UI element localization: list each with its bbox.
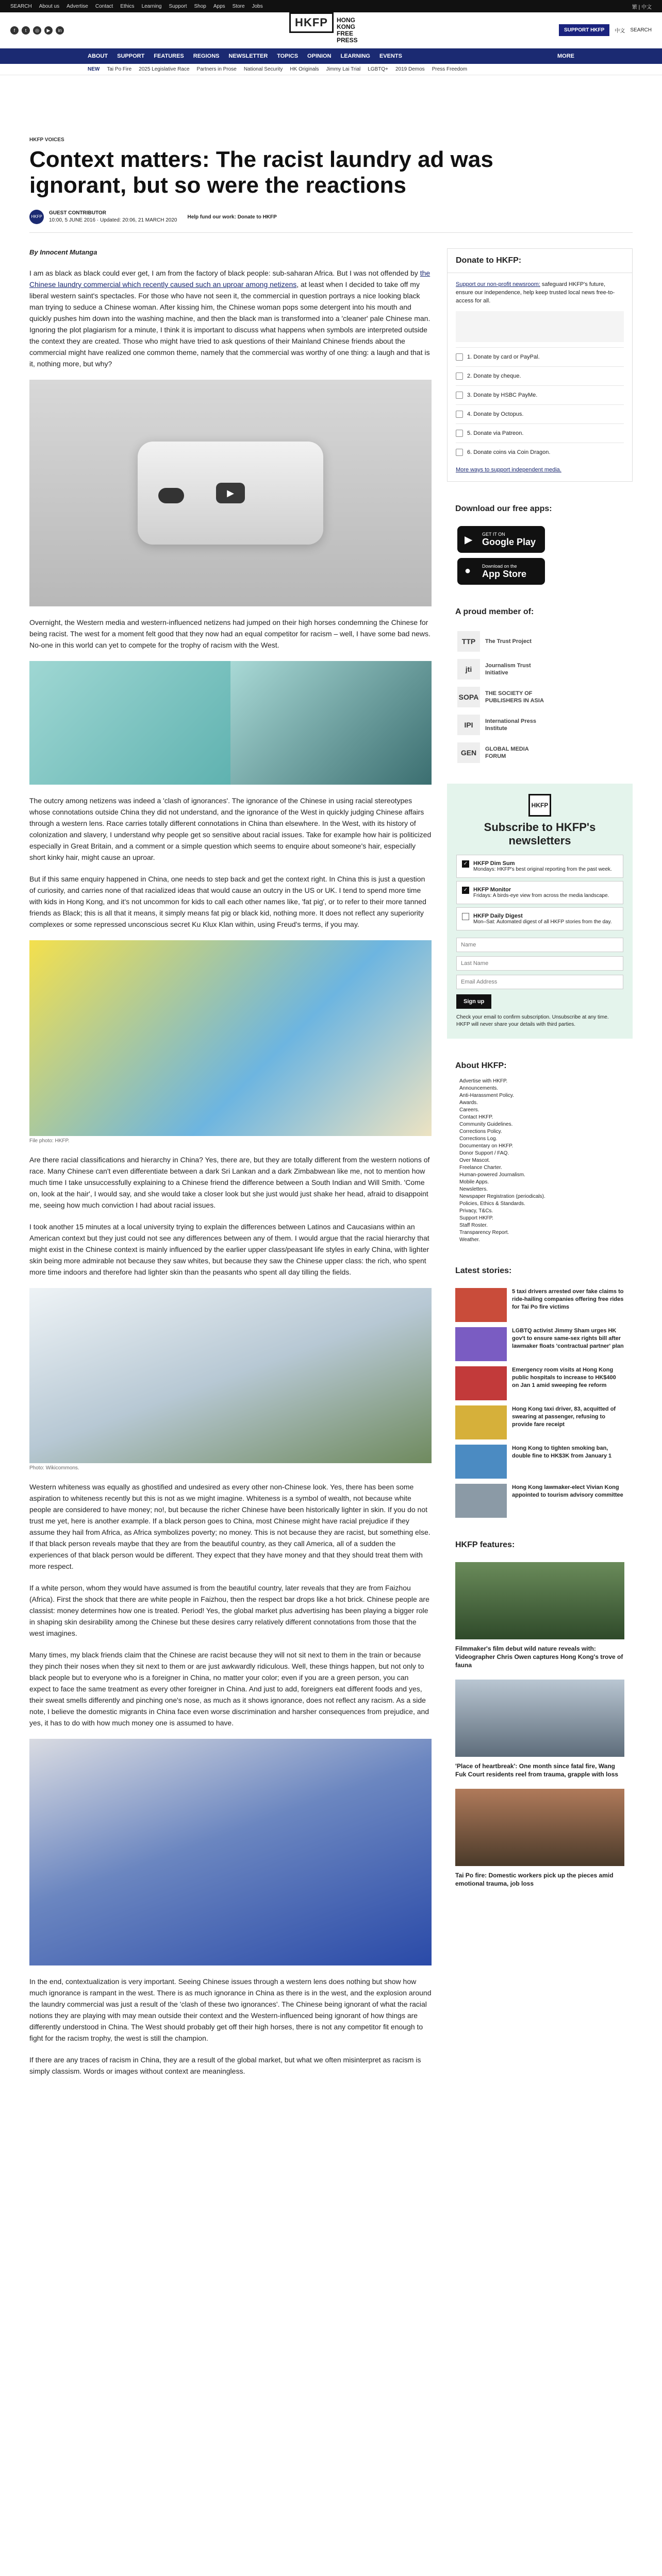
article-title: Context matters: The racist laundry ad was ignorant, but so were the reactions [29,147,493,198]
facebook-icon[interactable]: f [10,26,19,35]
about-link[interactable]: Newsletters. [459,1187,488,1192]
logo-mark: HKFP [289,12,334,33]
more-ways-link[interactable]: More ways to support independent media. [456,467,561,473]
nav-item[interactable]: OPINION [307,53,332,59]
feature-item[interactable]: Tai Po fire: Domestic workers pick up the pieces amid emotional trauma, job loss [447,1789,633,1893]
about-link[interactable]: Freelance Charter. [459,1165,502,1171]
nav-item-more[interactable]: MORE [557,53,574,59]
about-link[interactable]: Privacy, T&Cs. [459,1208,493,1214]
sidebar [447,248,633,2087]
feature-item[interactable]: 'Place of heartbreak': One month since fatal fire, Wang Fuk Court residents reel from trauma, grapple with loss [447,1680,633,1784]
apps-box [447,497,633,585]
about-link[interactable]: Corrections Log. [459,1136,498,1142]
donate-option[interactable]: 4. Donate by Octopus. [456,404,624,423]
article-body [29,248,432,2087]
about-link[interactable]: Announcements. [459,1086,499,1091]
util-link[interactable]: Apps [213,3,225,9]
paragraph: If a white person, whom they would have assumed is from the beautiful country, later reveals that they are from Faizhou (Africa). First the shock that there are white people in Faizhou, then the respect bar drops like a hot brick. Chinese people are classist: money determines how one is treated. Period! Yes, the global market plus advertising has been playing a bigger role in shaping skin desirability among the Chinese but these desires carry relatively different connotations from those that the west imagines. [29,1584,429,1637]
article-meta [29,210,633,233]
apps-title: Download our free apps: [455,504,552,513]
paragraph: If there are any traces of racism in China, they are a result of the global market, but what we often misinterpret as racism is simply classism. Words or images without context are meaningless. [29,2056,421,2075]
nav-item[interactable]: NEWSLETTER [228,53,268,59]
donate-link[interactable]: Help fund our work: Donate to HKFP [187,214,277,220]
about-link[interactable]: Newspaper Registration (periodicals). [459,1194,545,1199]
newsletter-signup [447,784,633,1039]
trending-link[interactable]: Partners in Prose [196,66,237,72]
search-button[interactable]: SEARCH [630,27,652,33]
about-link[interactable]: Weather. [459,1237,480,1243]
cheque-icon [456,372,463,380]
article-image [29,661,432,785]
member-logo[interactable]: SOPA THE SOCIETY OF PUBLISHERS IN ASIA [457,687,633,707]
trending-link[interactable]: Jimmy Lai Trial [326,66,361,72]
newsletter-option[interactable]: ✓ HKFP Monitor Fridays: A birds-eye view from across the media landscape. [456,881,623,904]
about-link[interactable]: Mobile Apps. [459,1179,489,1185]
about-link[interactable]: Awards. [459,1100,478,1106]
masthead [0,12,662,48]
article-category[interactable]: HKFP VOICES [29,137,64,143]
nav-item[interactable]: LEARNING [340,53,370,59]
trending-link[interactable]: National Security [243,66,283,72]
latest-stories [447,1259,633,1518]
paragraph: Western whiteness was equally as ghostified and undesired as every other non-Chinese look. Yes, there has been some aspiration to whiteness recently but this is not as we might imagine. Whiteness is a symbol of wealth, not because white people are considered to have money; no!, but because the richer Chinese have been historically lighter in skin. If you do not trust me yet, here is another example. If a black person goes to China, most Chinese might have racial prejudice if they assume they hail from Africa, as Africa symbolizes poverty; no money. This is not because they are racist, but something else. If that black person reveals maybe that they are from the beautiful country, as they call America, all of a sudden the experiences of that black person would be different. They expect that they have money and that they should treat them with more respect. [29,1483,431,1570]
about-link[interactable]: Human-powered Journalism. [459,1172,525,1178]
paragraph: But if this same enquiry happened in China, one needs to step back and get the context right. In China this is just a question of curiosity, and carries none of that racialized ideas that would cause an outcry in the US or UK. I tend to spend more time with kids in Hong Kong, and it's not uncommon for kids to call each other names like, 'fat pig', or to refer to their more tanned friends as Black; this is all that it means, it simply means fat pig or black kid, nothing more. It does not reflect any superiority complexes or some repressed unconscious secret Ku Klux Klan within, using Freud's terms, if you may. [29,875,426,928]
donate-option[interactable]: 5. Donate via Patreon. [456,423,624,443]
card-icon [456,353,463,361]
paragraph: Are there racial classifications and hierarchy in China? Yes, there are, but they are totally different from the western notions of race. Many Chinese can't even differentiate between a dark Sri Lankan and a dark Zimbabwean like me, not to mention how much time I take unsuccessfully explaining to a Chinese friend the difference between a South Indian and Will Smith. 'Come on, look at the hair', I would say, and she would take a closer look but she just would just shake her head, afraid to disappoint me, seeing how much conviction I had about racial issues. [29,1156,430,1209]
byline: By Innocent Mutanga [29,248,97,256]
paragraph: I took another 15 minutes at a local university trying to explain the differences between Latinos and Caucasians within an American context but they just could not see any differences between any of them. I would argue that the racial hierarchy that might exist in the Chinese context is mainly influenced by the earlier upper class/peasant life styles in early China, with lighter skin being more admirable not because they saw whites, but because they saw the Chinese upper class: the rich, who spent more time indoors and therefore had lighter skin than the peasants who spent all day tilling the fields. [29,1223,429,1276]
article-dates: 10:00, 5 JUNE 2016 · Updated: 20:06, 21 MARCH 2020 [49,217,177,223]
paragraph: Many times, my black friends claim that the Chinese are racist because they will not sit next to them in the train or because they pinch their noses when they sit next to them or are just awkwardly ridiculous. Well, these things happen, but not only to black people but to everyone who is a foreigner in China, no matter your color; even if you are a green person, you can expect to face the same treatment as every other foreigner in China. And just to add, foreigners eat different foods and yes, their sweat smells differently and pinching one's nose, as much as it shows ignorance, does not reflect any racism. As a side note, I believe the domestic migrants in China face even worse discrimination and harsher consequences from prejudice, and yes, it has to do with how much money one is assumed to have. [29,1651,429,1727]
util-link[interactable]: Support [169,3,187,9]
site-logo[interactable] [289,12,373,48]
nav-item[interactable]: ABOUT [88,53,108,59]
apple-icon: ● [465,565,471,577]
image-caption: Photo: Wikicommons. [29,1465,79,1471]
about-link[interactable]: Anti-Harassment Policy. [459,1093,514,1098]
trending-bar [0,64,662,75]
youtube-icon[interactable]: ▶ [44,26,53,35]
payme-icon [456,392,463,399]
features-title: HKFP features: [455,1540,515,1549]
member-logo[interactable]: IPI International Press Institute [457,715,633,735]
story-item[interactable]: Hong Kong taxi driver, 83, acquitted of swearing at passenger, refusing to provide fare receipt [455,1405,624,1439]
member-logo[interactable]: TTP The Trust Project [457,631,633,652]
donate-title: Donate to HKFP: [448,249,632,273]
instagram-icon[interactable]: ◎ [33,26,41,35]
nav-item[interactable]: FEATURES [154,53,184,59]
donate-box: Donate to HKFP: Support our non-profit newsroom: safeguard HKFP's future, ensure our independence, help keep trusted local news free-to-access for all. 1. Donate by card or PayPal. 2. Donate by cheque. 3. Donate by HSBC PayMe. 4. Donate by Octopus. 5. Donate via Patreon. 6. Donate coins via Coin Dragon. More ways to support independent media. [447,248,633,482]
language-switch[interactable]: 繁 | 中文 [632,4,652,10]
app-store-button[interactable]: ● Download on the App Store [457,558,545,585]
google-play-button[interactable]: ▶ GET IT ON Google Play [457,526,545,553]
newsletter-note: Check your email to confirm subscription. Unsubscribe at any time. HKFP will never share your details with third parties. [456,1014,609,1027]
author-label[interactable]: GUEST CONTRIBUTOR [49,210,106,216]
about-link[interactable]: Advertise with HKFP. [459,1078,508,1084]
logo-text: HONG KONG FREE PRESS [336,16,358,44]
about-link[interactable]: Documentary on HKFP. [459,1143,514,1149]
nav-item[interactable]: TOPICS [277,53,299,59]
paragraph: Overnight, the Western media and western-influenced netizens had jumped on their high horses condemning the Chinese for being racist. The west for a moment felt good that they now had an equal competitor for racism – well, I have some bad news. No-one in this world can yet to compete for the trophy of racism with the West. [29,618,431,649]
features-box [447,1533,633,1893]
paragraph: I am as black as black could ever get, I am from the factory of black people: sub-saharan Africa. But I was not offended by the Chinese laundry commercial which recently caused such an uproar among netizens, at least when I decided to take off my liberal western saint's spectacles. For those who have not seen it, the commercial in question portrays a nice looking black man trying to seduce a Chinese woman. After kissing him, the Chinese woman pops some detergent into his mouth and quickly pushes him down into the washing machine, and then the black man is transformed into a 'cleaner' pale Chinese man. Ignoring the plot plagiarism for a minute, I think it is important to discuss what happens when symbols are interpreted outside the context they are created. Those who might have tried to ask questions of their Mainland Chinese friends about the commercial might have realized one common theme, namely that the commercial was worthy of one thing: a laugh and that is it, nothing more, but why? [29,269,431,368]
latest-title: Latest stories: [455,1266,512,1275]
about-link[interactable]: Community Guidelines. [459,1122,513,1127]
checkbox-checked-icon: ✓ [462,860,469,868]
checkbox-icon [462,913,469,920]
play-icon[interactable]: ▶ [216,483,245,503]
donate-badge [456,311,624,342]
util-link[interactable]: Learning [141,3,162,9]
newsletter-title: Subscribe to HKFP's newsletters [484,821,596,847]
newsletter-logo: HKFP [528,794,551,817]
search-link[interactable]: SEARCH [10,3,32,9]
util-link[interactable]: Jobs [252,3,263,9]
story-item[interactable]: 5 taxi drivers arrested over fake claims to ride-hailing companies offering free rides for Tai Po fire victims [455,1288,624,1322]
util-link[interactable]: Shop [194,3,206,9]
coin-icon [456,449,463,456]
story-item[interactable]: LGBTQ activist Jimmy Sham urges HK gov't to ensure same-sex rights bill after lawmaker floats 'contractual partner' plan [455,1327,624,1361]
email-field[interactable] [456,975,623,989]
trending-link[interactable]: Tai Po Fire [107,66,132,72]
patreon-icon [456,430,463,437]
about-link[interactable]: Support HKFP. [459,1215,493,1221]
about-link[interactable]: Corrections Policy. [459,1129,502,1134]
trending-link[interactable]: Press Freedom [432,66,468,72]
util-link[interactable]: Ethics [120,3,135,9]
nav-item[interactable]: REGIONS [193,53,220,59]
newsletter-option[interactable]: HKFP Daily Digest Mon–Sat: Automated digest of all HKFP stories from the day. [456,907,623,930]
donate-option[interactable]: 6. Donate coins via Coin Dragon. [456,443,624,462]
member-box [447,600,633,768]
about-link[interactable]: Staff Roster. [459,1223,488,1228]
about-link[interactable]: Contact HKFP. [459,1114,493,1120]
last-name-field[interactable] [456,956,623,971]
octopus-icon [456,411,463,418]
name-field[interactable] [456,938,623,952]
util-link[interactable]: Contact [95,3,113,9]
member-logo[interactable]: jti Journalism Trust Initiative [457,659,633,680]
play-store-icon: ▶ [465,534,473,546]
trending-link[interactable]: 2025 Legislative Race [139,66,190,72]
main-nav [0,48,662,64]
nav-item[interactable]: SUPPORT [117,53,145,59]
linkedin-icon[interactable]: in [56,26,64,35]
story-item[interactable]: Hong Kong lawmaker-elect Vivian Kong appointed to tourism advisory committee [455,1484,624,1518]
util-link[interactable]: Advertise [67,3,88,9]
checkbox-checked-icon: ✓ [462,887,469,894]
about-link[interactable]: Policies, Ethics & Standards. [459,1201,525,1207]
trending-link[interactable]: HK Originals [290,66,319,72]
trending-link[interactable]: 2019 Demos [395,66,425,72]
newsletter-option[interactable]: ✓ HKFP Dim Sum Mondays: HKFP's best original reporting from the past week. [456,855,623,878]
twitter-icon[interactable]: t [22,26,30,35]
trending-link[interactable]: LGBTQ+ [368,66,388,72]
donate-option[interactable]: 2. Donate by cheque. [456,366,624,385]
support-button[interactable]: SUPPORT HKFP [559,24,609,36]
feature-item[interactable]: Filmmaker's film debut wild nature reveals with: Videographer Chris Owen captures Hong Kong's trove of fauna [447,1562,633,1674]
about-box [447,1054,633,1244]
author-avatar: HKFP [29,210,44,224]
video-embed[interactable] [29,380,432,606]
member-logo[interactable]: GEN GLOBAL MEDIA FORUM [457,742,633,763]
article-image [29,940,432,1144]
about-link[interactable]: Over Mascot. [459,1158,490,1163]
about-link[interactable]: Careers. [459,1107,479,1113]
signup-button[interactable]: Sign up [456,994,491,1009]
donate-intro-link[interactable]: Support our non-profit newsroom: [456,281,540,287]
article-image [29,1288,432,1471]
about-link[interactable]: Transparency Report. [459,1230,509,1235]
trending-label: NEW [88,66,100,72]
about-link[interactable]: Donor Support / FAQ. [459,1150,509,1156]
donate-option[interactable]: 3. Donate by HSBC PayMe. [456,385,624,404]
utility-bar [0,0,662,12]
social-links [10,26,64,35]
paragraph: The outcry among netizens was indeed a 'clash of ignorances'. The ignorance of the Chinese in using racial stereotypes whose connotations outside China they did not understand, and the ignorance of the West in quickly judging Chinese affairs through a western lens. Race carries totally different connotations in China than elsewhere. In the West, with its history of colonization and slavery, I understand why people get so sensitive about racial issues. Take for example how hair is politicized especially in Great Britain, and a comment or a simple question which seems to enquire about someone's hair, especially short kinky hair, might cause an uproar. [29,796,432,861]
image-caption: File photo: HKFP. [29,1138,70,1144]
util-link[interactable]: About us [39,3,60,9]
about-title: About HKFP: [455,1061,507,1070]
nav-item[interactable]: EVENTS [379,53,402,59]
story-item[interactable]: Hong Kong to tighten smoking ban, double fine to HK$3K from January 1 [455,1445,624,1479]
chinese-link[interactable]: 中文 [615,28,625,34]
paragraph: In the end, contextualization is very important. Seeing Chinese issues through a western lens does nothing but show how much ignorance is rampant in the west. There is as much ignorance in China as there is in the west, and the explosion around the laundry commercial was just a result of the 'clash of these two ignorances'. The Chinese being ignorant of what the racial notions they are playing with may mean outside their context and the Western-influenced being ignorant of how things are differently understood in China. The West should probably get off their high horses, there is not any competitor fit enough to fight for the racism trophy, the west is still the champion. [29,1977,432,2042]
article-image [29,1739,432,1965]
story-item[interactable]: Emergency room visits at Hong Kong public hospitals to increase to HK$400 on Jan 1 amid sweeping fee reform [455,1366,624,1400]
inline-link[interactable]: the Chinese laundry commercial which recently caused such an uproar among netizens [29,269,431,289]
member-title: A proud member of: [455,607,534,616]
util-link[interactable]: Store [232,3,245,9]
donate-option[interactable]: 1. Donate by card or PayPal. [456,347,624,366]
